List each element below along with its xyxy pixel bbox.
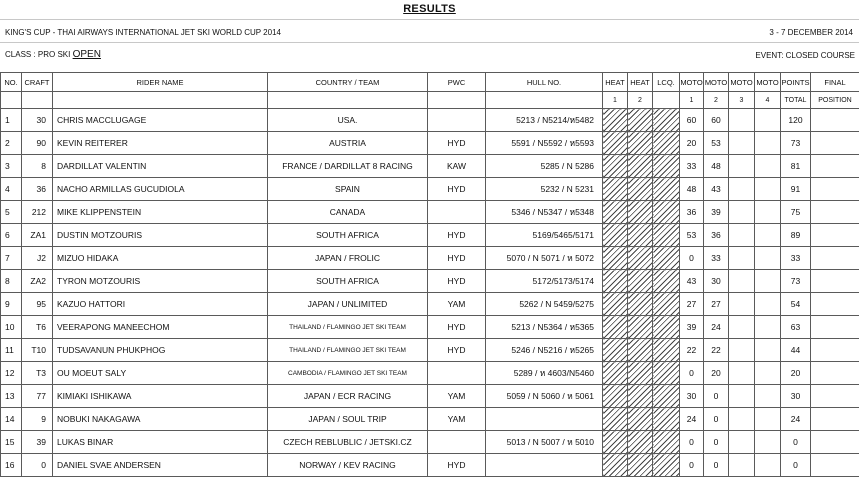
cell-no: 14 bbox=[1, 408, 22, 431]
cell-heat-2 bbox=[628, 431, 653, 454]
cell-country: USA. bbox=[268, 109, 428, 132]
cell-heat-2 bbox=[628, 132, 653, 155]
cell-moto-2: 53 bbox=[704, 132, 729, 155]
cell-final-position bbox=[811, 109, 859, 132]
cell-heat-2 bbox=[628, 201, 653, 224]
subheader-blank bbox=[53, 92, 268, 109]
cell-pwc: YAM bbox=[428, 293, 486, 316]
cell-moto-1: 33 bbox=[680, 155, 704, 178]
cell-lcq bbox=[653, 178, 680, 201]
cell-rider: KIMIAKI ISHIKAWA bbox=[53, 385, 268, 408]
table-row bbox=[1, 109, 859, 132]
cell-final-position bbox=[811, 454, 859, 477]
cell-heat-1 bbox=[603, 132, 628, 155]
cell-hull bbox=[486, 408, 603, 431]
cell-moto-3 bbox=[729, 408, 755, 431]
table-row bbox=[1, 385, 859, 408]
subheader-heat-2: 2 bbox=[628, 92, 653, 109]
cell-pwc: KAW bbox=[428, 155, 486, 178]
cell-country: JAPAN / UNLIMITED bbox=[268, 293, 428, 316]
cell-pwc: HYD bbox=[428, 270, 486, 293]
cell-moto-1: 27 bbox=[680, 293, 704, 316]
cell-hull: 5013 / N 5007 / ห 5010 bbox=[486, 431, 603, 454]
cell-country: JAPAN / SOUL TRIP bbox=[268, 408, 428, 431]
cell-total: 75 bbox=[781, 201, 811, 224]
cell-moto-3 bbox=[729, 316, 755, 339]
cell-craft: 30 bbox=[22, 109, 53, 132]
cell-heat-1 bbox=[603, 201, 628, 224]
cell-rider: DUSTIN MOTZOURIS bbox=[53, 224, 268, 247]
header-moto-2: MOTO bbox=[704, 73, 729, 92]
cell-hull: 5346 / N5347 / ห5348 bbox=[486, 201, 603, 224]
cell-heat-1 bbox=[603, 224, 628, 247]
cell-pwc: HYD bbox=[428, 224, 486, 247]
cell-rider: KEVIN REITERER bbox=[53, 132, 268, 155]
cell-final-position bbox=[811, 408, 859, 431]
cell-moto-4 bbox=[755, 339, 781, 362]
cell-total: 120 bbox=[781, 109, 811, 132]
cell-hull bbox=[486, 454, 603, 477]
cell-craft: T10 bbox=[22, 339, 53, 362]
cell-heat-1 bbox=[603, 178, 628, 201]
cell-country: JAPAN / FROLIC bbox=[268, 247, 428, 270]
cell-final-position bbox=[811, 362, 859, 385]
cell-moto-4 bbox=[755, 362, 781, 385]
cell-country: CAMBODIA / FLAMINGO JET SKI TEAM bbox=[268, 362, 428, 385]
cell-no: 2 bbox=[1, 132, 22, 155]
cell-moto-4 bbox=[755, 431, 781, 454]
cell-moto-2: 27 bbox=[704, 293, 729, 316]
cell-moto-2: 43 bbox=[704, 178, 729, 201]
cell-moto-1: 53 bbox=[680, 224, 704, 247]
cell-final-position bbox=[811, 316, 859, 339]
cell-country: CZECH REBLUBLIC / JETSKI.CZ bbox=[268, 431, 428, 454]
header-lcq: LCQ. bbox=[653, 73, 680, 92]
subheader-blank bbox=[653, 92, 680, 109]
cell-craft: T3 bbox=[22, 362, 53, 385]
cell-country: CANADA bbox=[268, 201, 428, 224]
header-moto-3: MOTO bbox=[729, 73, 755, 92]
cell-rider: OU MOEUT SALY bbox=[53, 362, 268, 385]
cell-final-position bbox=[811, 339, 859, 362]
cell-final-position bbox=[811, 132, 859, 155]
cell-moto-2: 0 bbox=[704, 385, 729, 408]
cell-hull: 5285 / N 5286 bbox=[486, 155, 603, 178]
cell-country: THAILAND / FLAMINGO JET SKI TEAM bbox=[268, 316, 428, 339]
header-heat-1: HEAT bbox=[603, 73, 628, 92]
cell-total: 81 bbox=[781, 155, 811, 178]
table-row bbox=[1, 155, 859, 178]
cell-moto-1: 30 bbox=[680, 385, 704, 408]
table-row bbox=[1, 201, 859, 224]
cell-hull: 5213 / N5364 / ห5365 bbox=[486, 316, 603, 339]
cell-final-position bbox=[811, 431, 859, 454]
cell-heat-2 bbox=[628, 270, 653, 293]
cell-moto-2: 30 bbox=[704, 270, 729, 293]
cell-hull: 5070 / N 5071 / ห 5072 bbox=[486, 247, 603, 270]
gridline bbox=[0, 19, 859, 20]
cell-total: 0 bbox=[781, 431, 811, 454]
cell-moto-3 bbox=[729, 270, 755, 293]
cell-heat-2 bbox=[628, 293, 653, 316]
cell-heat-2 bbox=[628, 224, 653, 247]
cell-pwc: HYD bbox=[428, 454, 486, 477]
cell-total: 89 bbox=[781, 224, 811, 247]
header-hull: HULL NO. bbox=[486, 73, 603, 92]
subheader-blank bbox=[268, 92, 428, 109]
cell-rider: VEERAPONG MANEECHOM bbox=[53, 316, 268, 339]
cell-pwc bbox=[428, 362, 486, 385]
cell-no: 4 bbox=[1, 178, 22, 201]
cell-country: SOUTH AFRICA bbox=[268, 270, 428, 293]
cell-heat-2 bbox=[628, 454, 653, 477]
cell-moto-3 bbox=[729, 454, 755, 477]
header-heat-2: HEAT bbox=[628, 73, 653, 92]
cell-moto-3 bbox=[729, 385, 755, 408]
gridline bbox=[0, 42, 859, 43]
subheader-moto-3: 3 bbox=[729, 92, 755, 109]
cell-rider: LUKAS BINAR bbox=[53, 431, 268, 454]
cell-moto-4 bbox=[755, 270, 781, 293]
cell-total: 54 bbox=[781, 293, 811, 316]
cell-craft: T6 bbox=[22, 316, 53, 339]
cell-no: 10 bbox=[1, 316, 22, 339]
header-no: NO. bbox=[1, 73, 22, 92]
cell-heat-1 bbox=[603, 109, 628, 132]
cell-lcq bbox=[653, 362, 680, 385]
cell-lcq bbox=[653, 316, 680, 339]
cell-final-position bbox=[811, 155, 859, 178]
cell-heat-1 bbox=[603, 454, 628, 477]
cell-moto-3 bbox=[729, 247, 755, 270]
table-row bbox=[1, 224, 859, 247]
cell-rider: DARDILLAT VALENTIN bbox=[53, 155, 268, 178]
cell-craft: 77 bbox=[22, 385, 53, 408]
cell-moto-1: 36 bbox=[680, 201, 704, 224]
class-value: OPEN bbox=[72, 49, 101, 60]
cell-moto-2: 39 bbox=[704, 201, 729, 224]
subheader-blank bbox=[428, 92, 486, 109]
cell-craft: 39 bbox=[22, 431, 53, 454]
cell-pwc: HYD bbox=[428, 132, 486, 155]
cell-moto-2: 33 bbox=[704, 247, 729, 270]
cell-pwc bbox=[428, 201, 486, 224]
subheader-moto-1: 1 bbox=[680, 92, 704, 109]
cell-moto-4 bbox=[755, 109, 781, 132]
cell-lcq bbox=[653, 270, 680, 293]
cell-moto-2: 20 bbox=[704, 362, 729, 385]
cell-no: 5 bbox=[1, 201, 22, 224]
cell-country: AUSTRIA bbox=[268, 132, 428, 155]
cell-moto-4 bbox=[755, 454, 781, 477]
cell-heat-1 bbox=[603, 247, 628, 270]
class-info bbox=[5, 49, 101, 60]
cell-lcq bbox=[653, 454, 680, 477]
cell-heat-2 bbox=[628, 155, 653, 178]
cell-moto-2: 60 bbox=[704, 109, 729, 132]
cell-lcq bbox=[653, 293, 680, 316]
cell-heat-2 bbox=[628, 316, 653, 339]
cell-total: 73 bbox=[781, 270, 811, 293]
cell-moto-2: 0 bbox=[704, 431, 729, 454]
header-craft: CRAFT bbox=[22, 73, 53, 92]
cell-moto-3 bbox=[729, 155, 755, 178]
cell-moto-4 bbox=[755, 385, 781, 408]
cell-total: 0 bbox=[781, 454, 811, 477]
cell-pwc: HYD bbox=[428, 339, 486, 362]
cell-heat-2 bbox=[628, 109, 653, 132]
table-row bbox=[1, 178, 859, 201]
cell-moto-3 bbox=[729, 293, 755, 316]
cell-moto-1: 0 bbox=[680, 431, 704, 454]
cell-pwc bbox=[428, 109, 486, 132]
cell-moto-1: 48 bbox=[680, 178, 704, 201]
cell-heat-2 bbox=[628, 247, 653, 270]
cell-moto-1: 24 bbox=[680, 408, 704, 431]
cell-total: 20 bbox=[781, 362, 811, 385]
cell-rider: KAZUO HATTORI bbox=[53, 293, 268, 316]
cell-lcq bbox=[653, 431, 680, 454]
table-row bbox=[1, 247, 859, 270]
cell-moto-4 bbox=[755, 247, 781, 270]
cell-lcq bbox=[653, 201, 680, 224]
cell-moto-1: 0 bbox=[680, 247, 704, 270]
page-title: RESULTS bbox=[403, 3, 456, 15]
cell-moto-2: 0 bbox=[704, 408, 729, 431]
header-rider: RIDER NAME bbox=[53, 73, 268, 92]
cell-moto-4 bbox=[755, 408, 781, 431]
cell-moto-3 bbox=[729, 109, 755, 132]
cell-final-position bbox=[811, 247, 859, 270]
class-label: CLASS : PRO SKI bbox=[5, 50, 71, 59]
cell-rider: NOBUKI NAKAGAWA bbox=[53, 408, 268, 431]
cell-no: 6 bbox=[1, 224, 22, 247]
cell-heat-2 bbox=[628, 339, 653, 362]
cell-moto-3 bbox=[729, 178, 755, 201]
cell-hull: 5172/5173/5174 bbox=[486, 270, 603, 293]
cell-hull: 5246 / N5216 / ห5265 bbox=[486, 339, 603, 362]
cell-heat-1 bbox=[603, 362, 628, 385]
cell-moto-1: 60 bbox=[680, 109, 704, 132]
cell-rider: TYRON MOTZOURIS bbox=[53, 270, 268, 293]
subheader-row bbox=[1, 92, 859, 109]
cell-craft: 9 bbox=[22, 408, 53, 431]
cell-final-position bbox=[811, 201, 859, 224]
cell-final-position bbox=[811, 178, 859, 201]
cell-heat-1 bbox=[603, 293, 628, 316]
subheader-blank bbox=[1, 92, 22, 109]
cell-hull: 5213 / N5214/ห5482 bbox=[486, 109, 603, 132]
header-points: POINTS bbox=[781, 73, 811, 92]
header-country: COUNTRY / TEAM bbox=[268, 73, 428, 92]
cell-total: 24 bbox=[781, 408, 811, 431]
event-title: KING'S CUP - THAI AIRWAYS INTERNATIONAL JET SKI WORLD CUP 2014 bbox=[5, 28, 281, 37]
cell-pwc: HYD bbox=[428, 178, 486, 201]
cell-lcq bbox=[653, 247, 680, 270]
cell-pwc: YAM bbox=[428, 408, 486, 431]
cell-rider: MIZUO HIDAKA bbox=[53, 247, 268, 270]
cell-pwc: HYD bbox=[428, 247, 486, 270]
cell-total: 91 bbox=[781, 178, 811, 201]
cell-moto-4 bbox=[755, 224, 781, 247]
cell-total: 33 bbox=[781, 247, 811, 270]
cell-craft: ZA2 bbox=[22, 270, 53, 293]
cell-moto-1: 0 bbox=[680, 362, 704, 385]
cell-rider: CHRIS MACCLUGAGE bbox=[53, 109, 268, 132]
cell-heat-1 bbox=[603, 339, 628, 362]
cell-moto-4 bbox=[755, 132, 781, 155]
subheader-blank bbox=[486, 92, 603, 109]
cell-heat-1 bbox=[603, 408, 628, 431]
cell-lcq bbox=[653, 339, 680, 362]
cell-craft: 0 bbox=[22, 454, 53, 477]
cell-heat-2 bbox=[628, 362, 653, 385]
cell-final-position bbox=[811, 224, 859, 247]
cell-hull: 5262 / N 5459/5275 bbox=[486, 293, 603, 316]
cell-craft: 8 bbox=[22, 155, 53, 178]
cell-moto-3 bbox=[729, 132, 755, 155]
cell-no: 12 bbox=[1, 362, 22, 385]
cell-craft: 90 bbox=[22, 132, 53, 155]
subheader-position: POSITION bbox=[811, 92, 859, 109]
cell-moto-1: 20 bbox=[680, 132, 704, 155]
cell-moto-4 bbox=[755, 201, 781, 224]
results-table bbox=[0, 72, 859, 477]
cell-lcq bbox=[653, 224, 680, 247]
table-row bbox=[1, 293, 859, 316]
cell-country: SOUTH AFRICA bbox=[268, 224, 428, 247]
cell-pwc: HYD bbox=[428, 316, 486, 339]
header-moto-1: MOTO bbox=[680, 73, 704, 92]
subheader-heat-1: 1 bbox=[603, 92, 628, 109]
cell-moto-4 bbox=[755, 316, 781, 339]
cell-final-position bbox=[811, 293, 859, 316]
cell-country: NORWAY / KEV RACING bbox=[268, 454, 428, 477]
header-pwc: PWC bbox=[428, 73, 486, 92]
cell-heat-2 bbox=[628, 408, 653, 431]
cell-lcq bbox=[653, 132, 680, 155]
cell-no: 13 bbox=[1, 385, 22, 408]
cell-craft: 95 bbox=[22, 293, 53, 316]
cell-hull: 5059 / N 5060 / ห 5061 bbox=[486, 385, 603, 408]
table-row bbox=[1, 339, 859, 362]
subheader-moto-2: 2 bbox=[704, 92, 729, 109]
cell-moto-3 bbox=[729, 224, 755, 247]
cell-moto-1: 39 bbox=[680, 316, 704, 339]
cell-moto-3 bbox=[729, 362, 755, 385]
cell-no: 3 bbox=[1, 155, 22, 178]
cell-lcq bbox=[653, 408, 680, 431]
cell-no: 16 bbox=[1, 454, 22, 477]
cell-lcq bbox=[653, 155, 680, 178]
cell-moto-3 bbox=[729, 431, 755, 454]
table-row bbox=[1, 132, 859, 155]
subheader-blank bbox=[22, 92, 53, 109]
header-final: FINAL bbox=[811, 73, 859, 92]
cell-total: 63 bbox=[781, 316, 811, 339]
cell-total: 30 bbox=[781, 385, 811, 408]
cell-country: THAILAND / FLAMINGO JET SKI TEAM bbox=[268, 339, 428, 362]
cell-craft: J2 bbox=[22, 247, 53, 270]
cell-moto-3 bbox=[729, 339, 755, 362]
cell-heat-1 bbox=[603, 316, 628, 339]
cell-rider: MIKE KLIPPENSTEIN bbox=[53, 201, 268, 224]
cell-no: 9 bbox=[1, 293, 22, 316]
cell-rider: TUDSAVANUN PHUKPHOG bbox=[53, 339, 268, 362]
cell-country: SPAIN bbox=[268, 178, 428, 201]
cell-craft: 36 bbox=[22, 178, 53, 201]
cell-moto-1: 22 bbox=[680, 339, 704, 362]
event-type: EVENT: CLOSED COURSE bbox=[755, 51, 855, 60]
cell-hull: 5591 / N5592 / ห5593 bbox=[486, 132, 603, 155]
cell-rider: NACHO ARMILLAS GUCUDIOLA bbox=[53, 178, 268, 201]
table-row bbox=[1, 316, 859, 339]
cell-country: JAPAN / ECR RACING bbox=[268, 385, 428, 408]
cell-moto-2: 36 bbox=[704, 224, 729, 247]
cell-craft: ZA1 bbox=[22, 224, 53, 247]
cell-no: 11 bbox=[1, 339, 22, 362]
cell-lcq bbox=[653, 109, 680, 132]
cell-no: 1 bbox=[1, 109, 22, 132]
cell-rider: DANIEL SVAE ANDERSEN bbox=[53, 454, 268, 477]
table-row bbox=[1, 362, 859, 385]
cell-hull: 5169/5465/5171 bbox=[486, 224, 603, 247]
cell-no: 8 bbox=[1, 270, 22, 293]
cell-heat-1 bbox=[603, 270, 628, 293]
cell-no: 15 bbox=[1, 431, 22, 454]
cell-moto-1: 43 bbox=[680, 270, 704, 293]
cell-moto-3 bbox=[729, 201, 755, 224]
header-moto-4: MOTO bbox=[755, 73, 781, 92]
cell-craft: 212 bbox=[22, 201, 53, 224]
table-row bbox=[1, 454, 859, 477]
cell-total: 44 bbox=[781, 339, 811, 362]
cell-final-position bbox=[811, 385, 859, 408]
cell-moto-4 bbox=[755, 155, 781, 178]
cell-moto-1: 0 bbox=[680, 454, 704, 477]
cell-pwc: YAM bbox=[428, 385, 486, 408]
table-row bbox=[1, 270, 859, 293]
cell-hull: 5289 / ห 4603/N5460 bbox=[486, 362, 603, 385]
cell-heat-2 bbox=[628, 385, 653, 408]
cell-moto-4 bbox=[755, 293, 781, 316]
cell-heat-1 bbox=[603, 385, 628, 408]
subheader-moto-4: 4 bbox=[755, 92, 781, 109]
cell-heat-2 bbox=[628, 178, 653, 201]
cell-heat-1 bbox=[603, 155, 628, 178]
event-date: 3 - 7 DECEMBER 2014 bbox=[769, 28, 853, 37]
cell-moto-2: 0 bbox=[704, 454, 729, 477]
cell-final-position bbox=[811, 270, 859, 293]
cell-no: 7 bbox=[1, 247, 22, 270]
cell-country: FRANCE / DARDILLAT 8 RACING bbox=[268, 155, 428, 178]
cell-hull: 5232 / N 5231 bbox=[486, 178, 603, 201]
cell-moto-2: 24 bbox=[704, 316, 729, 339]
cell-total: 73 bbox=[781, 132, 811, 155]
cell-pwc bbox=[428, 431, 486, 454]
cell-heat-1 bbox=[603, 431, 628, 454]
cell-lcq bbox=[653, 385, 680, 408]
subheader-total: TOTAL bbox=[781, 92, 811, 109]
table-row bbox=[1, 408, 859, 431]
table-row bbox=[1, 431, 859, 454]
cell-moto-2: 22 bbox=[704, 339, 729, 362]
cell-moto-2: 48 bbox=[704, 155, 729, 178]
cell-moto-4 bbox=[755, 178, 781, 201]
header-row bbox=[1, 73, 859, 92]
